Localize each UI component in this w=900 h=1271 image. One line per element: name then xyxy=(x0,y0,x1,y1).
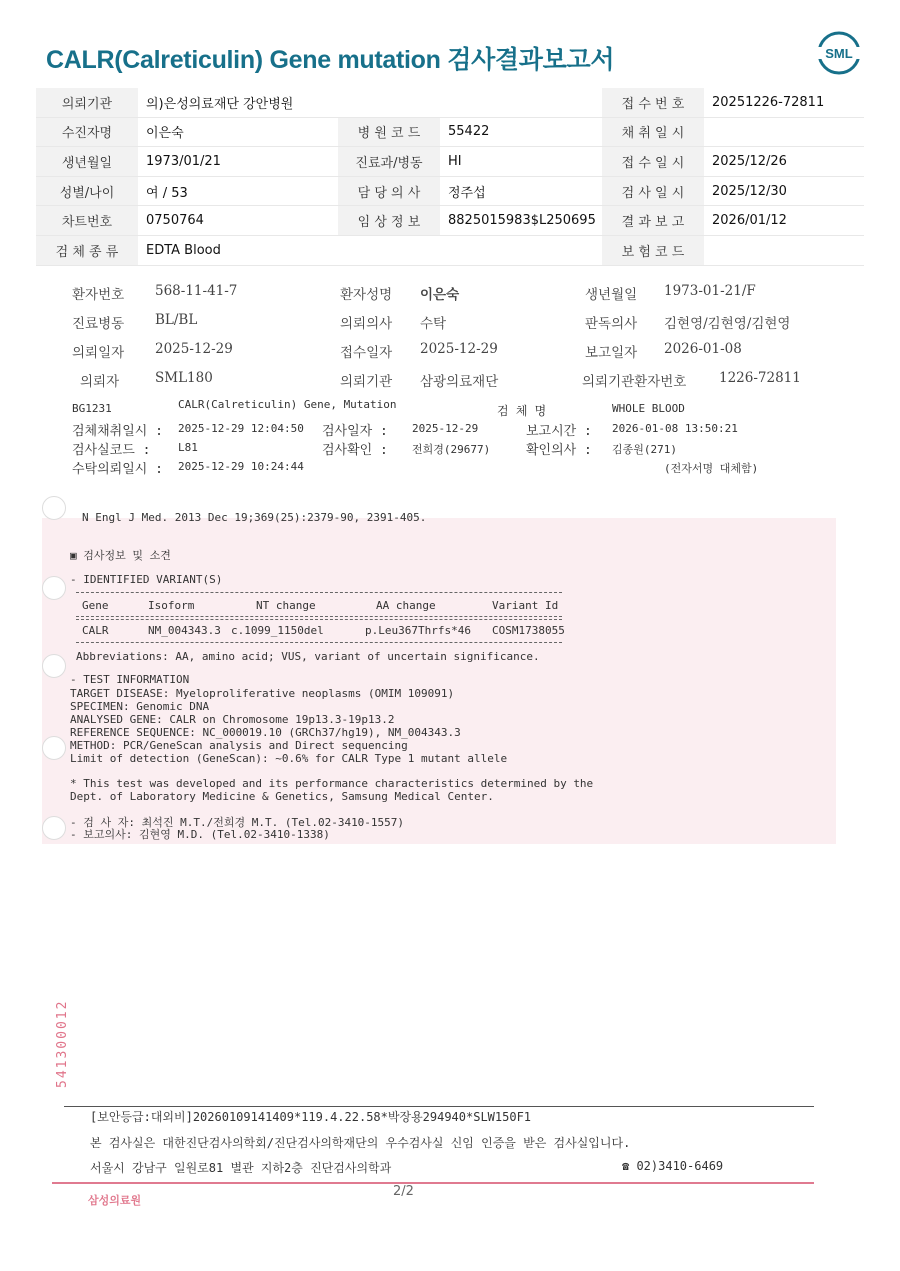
label-req-doctor: 의뢰의사 xyxy=(340,316,393,332)
cell-nt-change: c.1099_1150del xyxy=(231,624,324,637)
cell-aa-change: p.Leu367Thrfs*46 xyxy=(365,624,471,637)
punch-hole xyxy=(42,816,66,840)
consign-time: 2025-12-29 10:24:44 xyxy=(178,460,304,473)
variant-heading: - IDENTIFIED VARIANT(S) xyxy=(70,573,223,586)
test-info-line: - TEST INFORMATION xyxy=(70,673,190,686)
e-signature-note: (전자서명 대체함) xyxy=(664,462,759,475)
header-label: 차트번호 xyxy=(36,206,138,236)
test-info-line: SPECIMEN: Genomic DNA xyxy=(70,700,210,713)
label-confirm-doctor: 확인의사 : xyxy=(526,443,592,458)
header-label: 담 당 의 사 xyxy=(338,176,440,206)
header-value xyxy=(704,235,864,265)
abbreviations: Abbreviations: AA, amino acid; VUS, variant of uncertain significance. xyxy=(76,650,540,663)
header-value: 8825015983$L250695 xyxy=(440,206,602,236)
test-info-line: METHOD: PCR/GeneScan analysis and Direct sequencing xyxy=(70,739,408,752)
label-ward: 진료병동 xyxy=(72,316,125,332)
punch-hole xyxy=(42,736,66,760)
punch-hole xyxy=(42,654,66,678)
label-requester: 의뢰자 xyxy=(80,374,120,390)
col-isoform: Isoform xyxy=(148,599,195,612)
header-value: 의)은성의료재단 강안병원 xyxy=(138,88,338,117)
header-row xyxy=(36,176,864,206)
header-label: 생년월일 xyxy=(36,147,138,177)
label-report-time: 보고시간 : xyxy=(526,424,592,439)
test-info-line: Limit of detection (GeneScan): ~0.6% for CALR Type 1 mutant allele xyxy=(70,752,508,765)
confirm-doctor: 김종원(271) xyxy=(612,443,677,456)
cell-isoform: NM_004343.3 xyxy=(148,624,221,637)
header-value: EDTA Blood xyxy=(138,235,338,265)
test-code: BG1231 xyxy=(72,402,112,415)
label-recv-date: 접수일자 xyxy=(340,345,393,361)
label-lab-code: 검사실코드 : xyxy=(72,443,151,458)
header-label: 병 원 코 드 xyxy=(338,117,440,147)
label-birth: 생년월일 xyxy=(585,287,638,303)
lab-code: L81 xyxy=(178,441,198,454)
col-variant-id: Variant Id xyxy=(492,599,559,612)
col-gene: Gene xyxy=(82,599,109,612)
cell-gene: CALR xyxy=(82,624,109,637)
header-label: 성별/나이 xyxy=(36,176,138,206)
collect-time: 2025-12-29 12:04:50 xyxy=(178,422,304,435)
punch-hole xyxy=(42,576,66,600)
header-label xyxy=(338,235,440,265)
test-info-line: TARGET DISEASE: Myeloproliferative neoplasms (OMIM 109091) xyxy=(70,687,455,700)
header-value: 20251226-72811 xyxy=(704,88,864,117)
divider xyxy=(76,619,562,620)
header-label: 검 사 일 시 xyxy=(602,176,704,206)
cell-variant-id: COSM1738055 xyxy=(492,624,565,637)
divider xyxy=(76,592,562,593)
report-date: 2026-01-08 xyxy=(664,341,742,357)
test-info-line: REFERENCE SEQUENCE: NC_000019.10 (GRCh37/hg19), NM_004343.3 xyxy=(70,726,461,739)
address: 서울시 강남구 일원로81 별관 지하2층 진단검사의학과 xyxy=(90,1161,392,1175)
divider xyxy=(76,642,562,643)
label-req-date: 의뢰일자 xyxy=(72,345,125,361)
header-label: 접 수 번 호 xyxy=(602,88,704,117)
header-label: 접 수 일 시 xyxy=(602,147,704,177)
header-value: 2025/12/30 xyxy=(704,176,864,206)
note-line: * This test was developed and its performance characteristics determined by the xyxy=(70,777,594,790)
header-row xyxy=(36,235,864,265)
divider xyxy=(76,616,562,617)
reading-doctor: 김현영/김현영/김현영 xyxy=(664,316,791,332)
col-nt-change: NT change xyxy=(256,599,316,612)
header-value xyxy=(704,117,864,147)
header-value: 2025/12/26 xyxy=(704,147,864,177)
specimen: WHOLE BLOOD xyxy=(612,402,685,415)
header-label: 보 험 코 드 xyxy=(602,235,704,265)
footer-pink-rule xyxy=(52,1182,814,1184)
confirm: 전희경(29677) xyxy=(412,443,491,456)
section-title: ▣ 검사정보 및 소견 xyxy=(70,549,171,562)
ward: BL/BL xyxy=(155,312,198,328)
sml-logo xyxy=(816,30,862,76)
label-institution: 의뢰기관 xyxy=(340,374,393,390)
security-line: [보안등급:대외비]20260109141409*119.4.22.58*박장용294940*SLW150F1 xyxy=(90,1110,532,1124)
note-line: Dept. of Laboratory Medicine & Genetics, Samsung Medical Center. xyxy=(70,790,494,803)
header-label: 의뢰기관 xyxy=(36,88,138,117)
header-label: 진료과/병동 xyxy=(338,147,440,177)
header-label: 수진자명 xyxy=(36,117,138,147)
label-confirm: 검사확인 : xyxy=(322,443,388,458)
requester: SML180 xyxy=(155,370,213,386)
patient-no: 568-11-41-7 xyxy=(155,283,238,299)
col-aa-change: AA change xyxy=(376,599,436,612)
header-value: 이은숙 xyxy=(138,117,338,147)
header-value: 55422 xyxy=(440,117,602,147)
header-row xyxy=(36,117,864,147)
inst-patient-no: 1226-72811 xyxy=(719,370,801,386)
header-row xyxy=(36,147,864,177)
header-value xyxy=(440,235,602,265)
header-value xyxy=(440,88,602,117)
label-patient-no: 환자번호 xyxy=(72,287,125,303)
header-label xyxy=(338,88,440,117)
page-number: 2/2 xyxy=(393,1184,414,1199)
label-patient-name: 환자성명 xyxy=(340,287,393,303)
side-code: 541300012 xyxy=(55,999,70,1088)
test-name: CALR(Calreticulin) Gene, Mutation xyxy=(178,398,397,411)
header-label: 채 취 일 시 xyxy=(602,117,704,147)
header-label: 임 상 정 보 xyxy=(338,206,440,236)
label-reading-doctor: 판독의사 xyxy=(585,316,638,332)
punch-hole xyxy=(42,496,66,520)
label-report-date: 보고일자 xyxy=(585,345,638,361)
page-title: CALR(Calreticulin) Gene mutation 검사결과보고서 xyxy=(46,46,615,74)
footer-rule xyxy=(64,1106,814,1107)
test-date: 2025-12-29 xyxy=(412,422,479,435)
label-consign-time: 수탁의뢰일시 : xyxy=(72,462,164,477)
test-info-line: ANALYSED GENE: CALR on Chromosome 19p13.3-19p13.2 xyxy=(70,713,395,726)
header-value: 정주섭 xyxy=(440,176,602,206)
phone: ☎ 02)3410-6469 xyxy=(622,1159,724,1173)
label-inst-patient-no: 의뢰기관환자번호 xyxy=(582,374,687,390)
birth: 1973-01-21/F xyxy=(664,283,756,299)
header-label: 검 체 종 류 xyxy=(36,235,138,265)
header-value: 0750764 xyxy=(138,206,338,236)
logo-text: SML xyxy=(825,46,853,61)
reference: N Engl J Med. 2013 Dec 19;369(25):2379-90, 2391-405. xyxy=(82,511,427,524)
institution: 삼광의료재단 xyxy=(420,374,499,390)
header-row xyxy=(36,88,864,117)
staff-line: - 보고의사: 김현영 M.D. (Tel.02-3410-1338) xyxy=(70,828,330,841)
patient-name: 이은숙 xyxy=(420,287,460,303)
report-time: 2026-01-08 13:50:21 xyxy=(612,422,738,435)
label-collect-time: 검체채취일시 : xyxy=(72,424,164,439)
recv-date: 2025-12-29 xyxy=(420,341,498,357)
req-doctor: 수탁 xyxy=(420,316,447,332)
req-date: 2025-12-29 xyxy=(155,341,233,357)
header-value: 1973/01/21 xyxy=(138,147,338,177)
header-value: 여 / 53 xyxy=(138,176,338,206)
header-label: 결 과 보 고 xyxy=(602,206,704,236)
label-specimen: 검 체 명 xyxy=(497,404,547,418)
staff-line: - 검 사 자: 최석진 M.T./전희경 M.T. (Tel.02-3410-1557) xyxy=(70,816,405,829)
header-value: HI xyxy=(440,147,602,177)
header-row xyxy=(36,206,864,236)
hospital-name: 삼성의료원 xyxy=(88,1194,142,1207)
certification-line: 본 검사실은 대한진단검사의학회/진단검사의학재단의 우수검사실 신임 인증을 받은 검사실입니다. xyxy=(90,1136,631,1150)
label-test-date: 검사일자 : xyxy=(322,424,388,439)
header-info-table xyxy=(36,88,864,266)
header-value: 2026/01/12 xyxy=(704,206,864,236)
